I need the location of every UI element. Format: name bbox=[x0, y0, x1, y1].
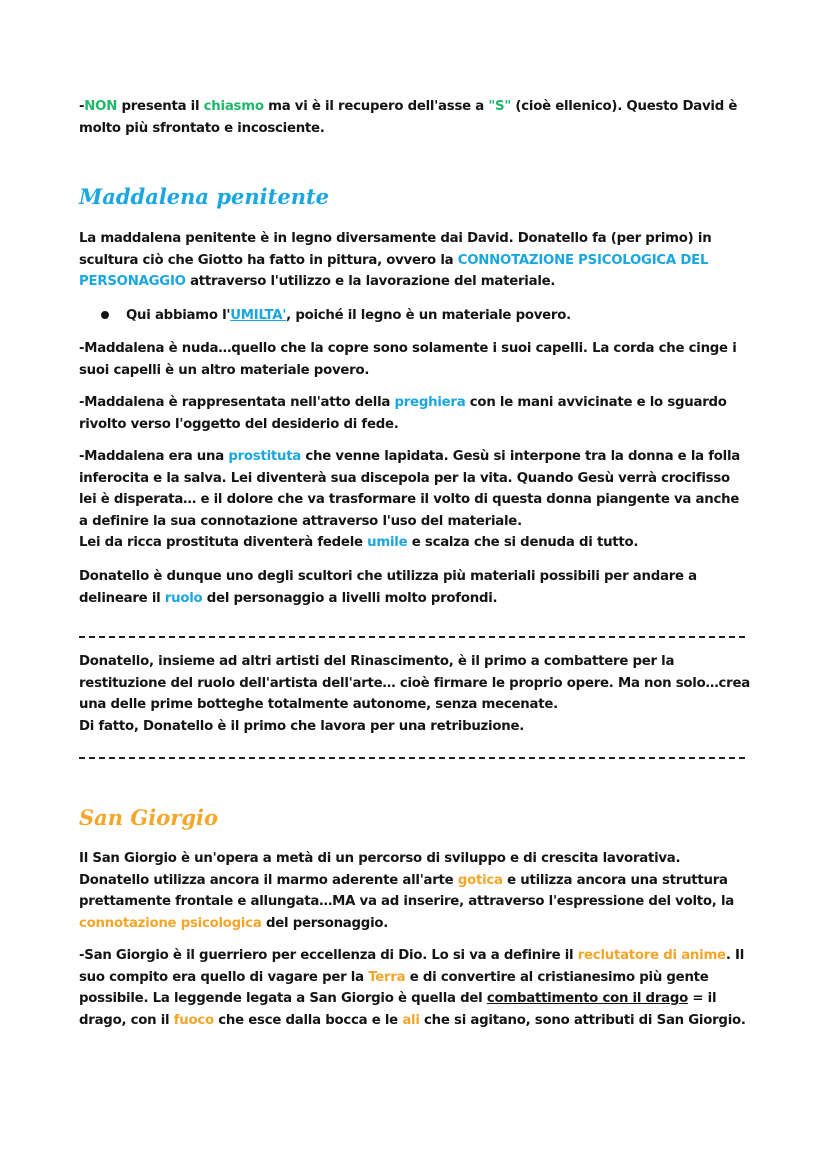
bullet-dot bbox=[101, 311, 109, 319]
text-span: -Maddalena era una bbox=[79, 449, 229, 464]
text-span: . Il suo compito era quello di vagare per la bbox=[79, 948, 745, 985]
maddalena-paragraph-2: -Maddalena è nuda…quello che la copre sono solamente i suoi capelli. La corda che cinge i suoi capelli è un altro materiale povero. bbox=[79, 341, 737, 378]
text-span: La maddalena penitente è in legno diversamente dai David. Donatello fa (per primo) in scultura ciò che Giotto ha fatto in pittura, ovvero la bbox=[79, 231, 712, 268]
text-span: - bbox=[79, 99, 85, 114]
text-span: e scalza che si denuda di tutto. bbox=[407, 535, 639, 550]
text-span: che esce dalla bocca e le bbox=[213, 1012, 403, 1028]
giorgio-paragraph-2 bbox=[79, 945, 751, 1031]
highlight-fuoco: fuoco bbox=[173, 1012, 214, 1028]
highlight-umilta: UMILTA' bbox=[230, 308, 287, 323]
highlight-connotazione-psicologica: connotazione psicologica bbox=[79, 915, 262, 931]
text-span: e utilizza ancora una struttura prettamente frontale e allungata…MA va ad inserire, attraverso l'espressione del volto, la bbox=[79, 872, 734, 909]
text-span: Il San Giorgio è un'opera a metà di un percorso di sviluppo e di crescita lavorativa. Donatello utilizza ancora il marmo aderente all'arte bbox=[79, 851, 681, 888]
text-span: -Maddalena è rappresentata nell'atto della bbox=[79, 395, 395, 410]
dashed-divider-bottom bbox=[79, 757, 745, 759]
text-span: Donatello, insieme ad altri artisti del Rinascimento, è il primo a combattere per la restituzione del ruolo dell'artista dell'arte… cioè firmare le proprio opere. Ma non solo…crea una delle prime botteghe totalmente autonome, senza mecenate. bbox=[79, 654, 750, 712]
highlight-terra: Terra bbox=[368, 969, 406, 985]
text-span: , poiché il legno è un materiale povero. bbox=[286, 308, 571, 323]
text-span: Lei da ricca prostituta diventerà fedele bbox=[79, 535, 368, 550]
text-span: con le mani avvicinate e lo sguardo rivolto verso l'oggetto del desiderio di fede. bbox=[79, 395, 727, 432]
highlight-preghiera: preghiera bbox=[394, 395, 466, 410]
text-span: Qui abbiamo l' bbox=[126, 308, 231, 323]
text-span: attraverso l'utilizzo e la lavorazione del materiale. bbox=[185, 274, 556, 289]
text-span: (cioè ellenico). Questo David è molto più sfrontato e incosciente. bbox=[79, 99, 738, 136]
text-span: del personaggio. bbox=[261, 915, 389, 931]
text-span: -San Giorgio è il guerriero per eccellenza di Dio. Lo si va a definire il bbox=[79, 948, 578, 963]
text-span: e di convertire al cristianesimo più gente possibile. La leggende legata a San Giorgio è quella del bbox=[79, 969, 709, 1006]
giorgio-paragraph-1 bbox=[79, 848, 751, 934]
highlight-ali: ali bbox=[402, 1012, 420, 1028]
text-span: Donatello è dunque uno degli scultori che utilizza più materiali possibili per andare a delineare il bbox=[79, 569, 697, 606]
maddalena-paragraph-1 bbox=[79, 228, 751, 293]
highlight-prostituta: prostituta bbox=[228, 449, 302, 464]
maddalena-paragraph-3 bbox=[79, 392, 751, 435]
artist-role-paragraph bbox=[79, 651, 751, 737]
highlight-ruolo: ruolo bbox=[164, 590, 203, 606]
highlight-chiasmo: chiasmo bbox=[203, 99, 264, 114]
highlight-s: "S" bbox=[488, 99, 512, 114]
text-span: che si agitano, sono attributi di San Giorgio. bbox=[419, 1012, 746, 1028]
underline-combattimento: combattimento con il drago bbox=[486, 991, 688, 1006]
text-span: Di fatto, Donatello è il primo che lavora per una retribuzione. bbox=[79, 718, 525, 734]
david-paragraph bbox=[79, 96, 751, 139]
text-span: che venne lapidata. Gesù si interpone tra la donna e la folla inferocita e la salva. Lei diventerà sua discepola per la vita. Quando Gesù verrà crocifisso lei è disperata… e il dolore che va trasformare il volto di questa donna piangente va anche a definire la sua connotazione attraverso l'uso del materiale. bbox=[79, 449, 740, 529]
text-span: presenta il bbox=[117, 99, 204, 114]
highlight-reclutatore: reclutatore di anime bbox=[577, 948, 726, 963]
highlight-non: NON bbox=[84, 99, 118, 114]
highlight-connotazione: CONNOTAZIONE PSICOLOGICA DEL PERSONAGGIO bbox=[79, 252, 709, 289]
text-span: del personaggio a livelli molto profondi. bbox=[202, 590, 498, 606]
text-span: ma vi è il recupero dell'asse a bbox=[263, 99, 489, 114]
highlight-gotica: gotica bbox=[457, 872, 503, 888]
highlight-umile: umile bbox=[367, 535, 408, 550]
maddalena-bullet bbox=[126, 305, 746, 327]
san-giorgio-title: San Giorgio bbox=[79, 805, 219, 830]
dashed-divider-top bbox=[79, 636, 745, 638]
maddalena-paragraph-4 bbox=[79, 446, 751, 554]
maddalena-title: Maddalena penitente bbox=[79, 184, 330, 209]
text-span: = il drago, con il bbox=[79, 991, 717, 1028]
maddalena-paragraph-5 bbox=[79, 566, 751, 609]
